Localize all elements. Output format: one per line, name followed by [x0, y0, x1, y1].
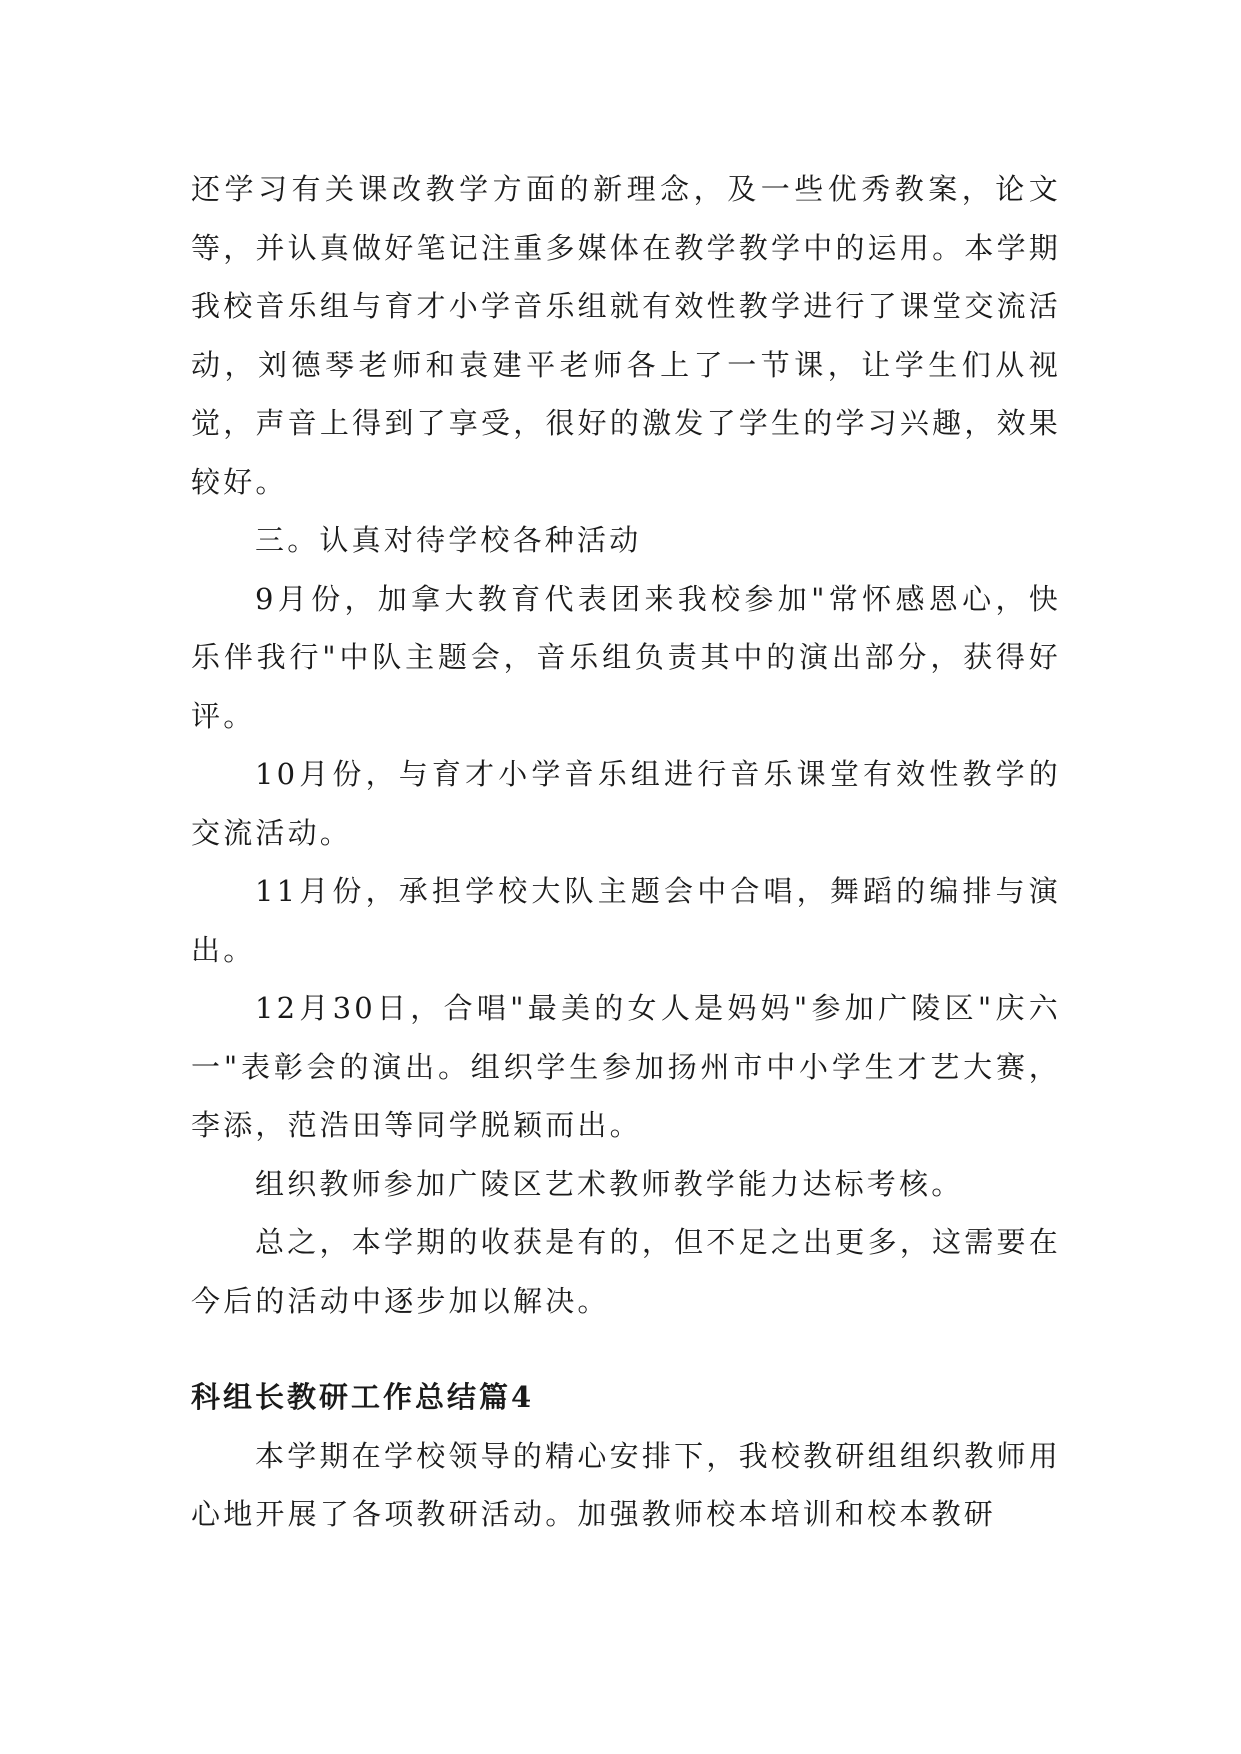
paragraph-october: 10月份，与育才小学音乐组进行音乐课堂有效性教学的交流活动。: [191, 757, 1061, 850]
paragraph-conclusion: 总之，本学期的收获是有的，但不足之出更多，这需要在今后的活动中逐步加以解决。: [191, 1225, 1061, 1318]
paragraph-section-body: 本学期在学校领导的精心安排下，我校教研组组织教师用心地开展了各项教研活动。加强教师校本培训和校本教研: [191, 1438, 1061, 1531]
document-page: [191, 160, 1061, 1544]
paragraph-teacher-assessment: 组织教师参加广陵区艺术教师教学能力达标考核。: [255, 1166, 964, 1201]
paragraph-intro: 还学习有关课改教学方面的新理念，及一些优秀教案，论文等，并认真做好笔记注重多媒体在教学教学中的运用。本学期我校音乐组与育才小学音乐组就有效性教学进行了课堂交流活动，刘德琴老师和袁建平老师各上了一节课，让学生们从视觉，声音上得到了享受，很好的激发了学生的学习兴趣，效果较好。: [191, 172, 1061, 499]
paragraph-november: 11月份，承担学校大队主题会中合唱，舞蹈的编排与演出。: [191, 874, 1061, 967]
paragraph-december: 12月30日，合唱"最美的女人是妈妈"参加广陵区"庆六一"表彰会的演出。组织学生参加扬州市中小学生才艺大赛，李添，范浩田等同学脱颖而出。: [191, 991, 1061, 1142]
paragraph-september: 9月份，加拿大教育代表团来我校参加"常怀感恩心，快乐伴我行"中队主题会，音乐组负责其中的演出部分，获得好评。: [191, 581, 1061, 733]
paragraph-subheading-activities: 三。认真对待学校各种活动: [255, 523, 642, 557]
section-heading: 科组长教研工作总结篇4: [191, 1380, 535, 1414]
